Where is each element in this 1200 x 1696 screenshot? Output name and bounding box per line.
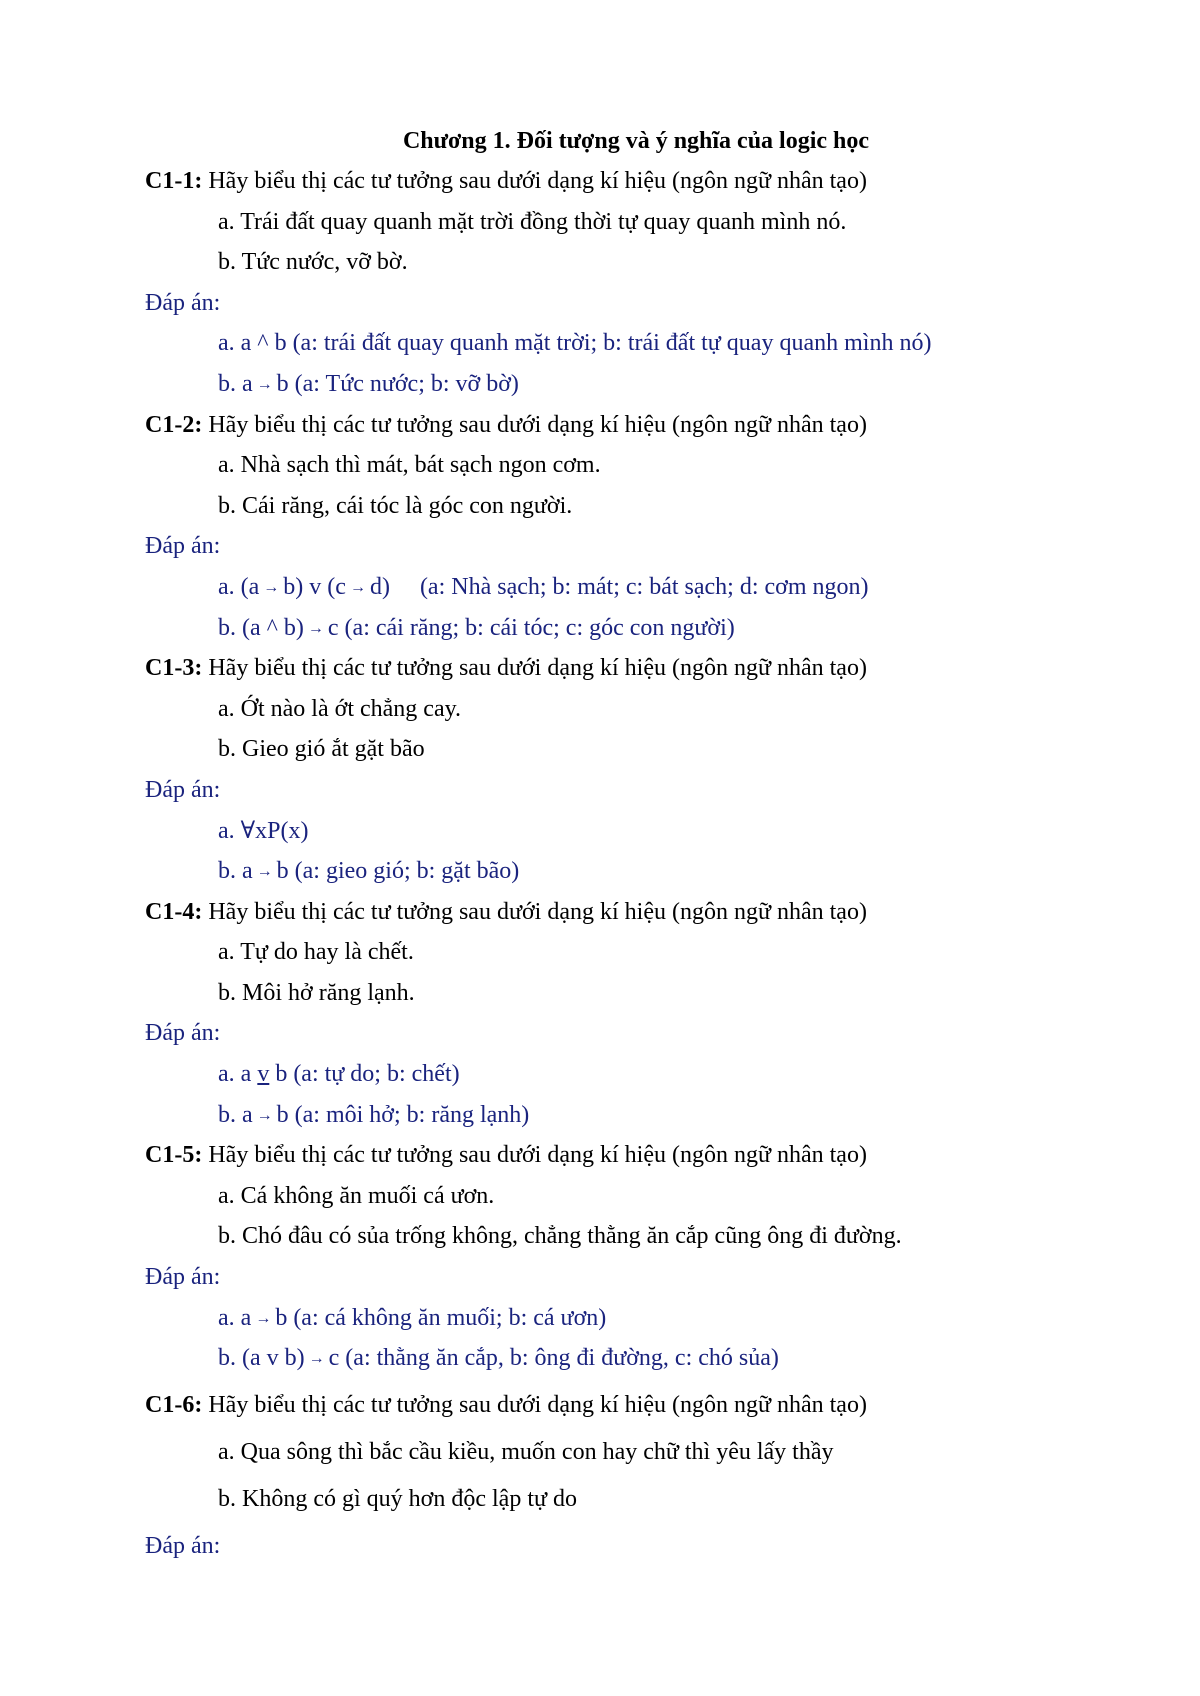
question-prompt: Hãy biểu thị các tư tưởng sau dưới dạng kí hiệu (ngôn ngữ nhân tạo): [208, 168, 867, 194]
answer-part: c (a: thằng ăn cắp, b: ông đi đường, c: chó sủa): [328, 1345, 779, 1372]
question-item: b. Cái răng, cái tóc là góc con người.: [218, 492, 573, 519]
question-item: b. Chó đâu có sủa trống không, chẳng thằng ăn cắp cũng ông đi đường.: [218, 1223, 902, 1250]
answer-part: c (a: cái răng; b: cái tóc; c: góc con người): [327, 614, 735, 641]
question-id: C1-2:: [145, 411, 203, 438]
answer-part: a. (a: [218, 573, 260, 600]
answer-line: [145, 369, 1145, 410]
question-item: a. Tự do hay là chết.: [218, 939, 414, 966]
answer-label: Đáp án:: [145, 1020, 221, 1047]
question-id: C1-3:: [145, 655, 203, 682]
answer-part: b (a: môi hở; b: răng lạnh): [276, 1101, 530, 1128]
answer-label: Đáp án:: [145, 1264, 221, 1291]
question-item: b. Môi hở răng lạnh.: [218, 979, 415, 1006]
answer-part: b (a: tự do; b: chết): [275, 1061, 460, 1088]
question-item: b. Không có gì quý hơn độc lập tự do: [218, 1486, 577, 1513]
question-prompt: Hãy biểu thị các tư tưởng sau dưới dạng kí hiệu (ngôn ngữ nhân tạo): [208, 411, 867, 438]
answer-part: b. (a v b): [218, 1345, 305, 1372]
answer-label: Đáp án:: [145, 533, 221, 560]
question-item: a. Trái đất quay quanh mặt trời đồng thời tự quay quanh mình nó.: [218, 208, 847, 235]
implication-symbol: →: [349, 578, 366, 596]
question-item: a. Ớt nào là ớt chẳng cay.: [218, 695, 462, 722]
implication-symbol: →: [307, 619, 324, 637]
question-id: C1-6:: [145, 1392, 203, 1419]
answer-line: [145, 1059, 1145, 1100]
question-item: b. Gieo gió ắt gặt bão: [218, 736, 425, 763]
page-title: Chương 1. Đối tượng và ý nghĩa của logic học: [402, 128, 870, 154]
implication-symbol: →: [255, 1309, 272, 1327]
question-item: a. Qua sông thì bắc cầu kiều, muốn con hay chữ thì yêu lấy thầy: [218, 1439, 834, 1466]
question-line: [145, 1390, 1145, 1437]
question-line: [145, 897, 1145, 938]
question-prompt: Hãy biểu thị các tư tưởng sau dưới dạng kí hiệu (ngôn ngữ nhân tạo): [208, 1392, 867, 1419]
answer-part: a. a: [218, 1061, 252, 1088]
question-prompt: Hãy biểu thị các tư tưởng sau dưới dạng kí hiệu (ngôn ngữ nhân tạo): [208, 655, 867, 682]
question-id: C1-5:: [145, 1142, 203, 1169]
answer-part: b (a: cá không ăn muối; b: cá ươn): [275, 1304, 607, 1331]
answer-part: b (a: gieo gió; b: gặt bão): [276, 858, 520, 885]
implication-symbol: →: [256, 863, 273, 881]
answer-line: a. ∀xP(x): [218, 817, 309, 844]
question-id: C1-4:: [145, 898, 203, 925]
answer-line: a. a ^ b (a: trái đất quay quanh mặt trời; b: trái đất tự quay quanh mình nó): [218, 330, 932, 357]
question-item: b. Tức nước, vỡ bờ.: [218, 249, 408, 276]
answer-part: b) v (c: [283, 573, 346, 600]
answer-line: [145, 613, 1145, 654]
answer-line: [145, 1343, 1145, 1390]
answer-part: b. a: [218, 858, 253, 885]
question-line: [145, 1140, 1145, 1181]
answer-label: Đáp án:: [145, 776, 221, 803]
implication-symbol: →: [263, 578, 280, 596]
answer-line: [145, 1100, 1145, 1141]
question-id: C1-1:: [145, 168, 203, 194]
question-prompt: Hãy biểu thị các tư tưởng sau dưới dạng kí hiệu (ngôn ngữ nhân tạo): [208, 1142, 867, 1169]
answer-line: [145, 572, 1145, 613]
implication-symbol: →: [256, 1106, 273, 1124]
answer-label: Đáp án:: [145, 1533, 221, 1560]
question-line: [145, 653, 1145, 694]
answer-part: (a: Nhà sạch; b: mát; c: bát sạch; d: cơm ngon): [419, 573, 869, 600]
question-line: [145, 410, 1145, 451]
answer-line: [145, 856, 1145, 897]
question-item: a. Cá không ăn muối cá ươn.: [218, 1182, 495, 1209]
answer-part: d): [369, 573, 390, 600]
question-line: [145, 166, 1145, 207]
answer-part: b. a: [218, 1101, 253, 1128]
question-prompt: Hãy biểu thị các tư tưởng sau dưới dạng kí hiệu (ngôn ngữ nhân tạo): [208, 898, 867, 925]
answer-part: b. a: [218, 370, 253, 397]
question-item: a. Nhà sạch thì mát, bát sạch ngon cơm.: [218, 452, 601, 479]
exclusive-or-symbol: v: [257, 1061, 270, 1088]
implication-symbol: →: [308, 1350, 325, 1368]
answer-line: [145, 1303, 1145, 1344]
implication-symbol: →: [256, 375, 273, 393]
answer-part: b. (a ^ b): [218, 614, 304, 641]
answer-part: b (a: Tức nước; b: vỡ bờ): [276, 370, 519, 397]
answer-label: Đáp án:: [145, 289, 221, 316]
answer-part: a. a: [218, 1304, 252, 1331]
document-content: [145, 166, 1145, 1572]
